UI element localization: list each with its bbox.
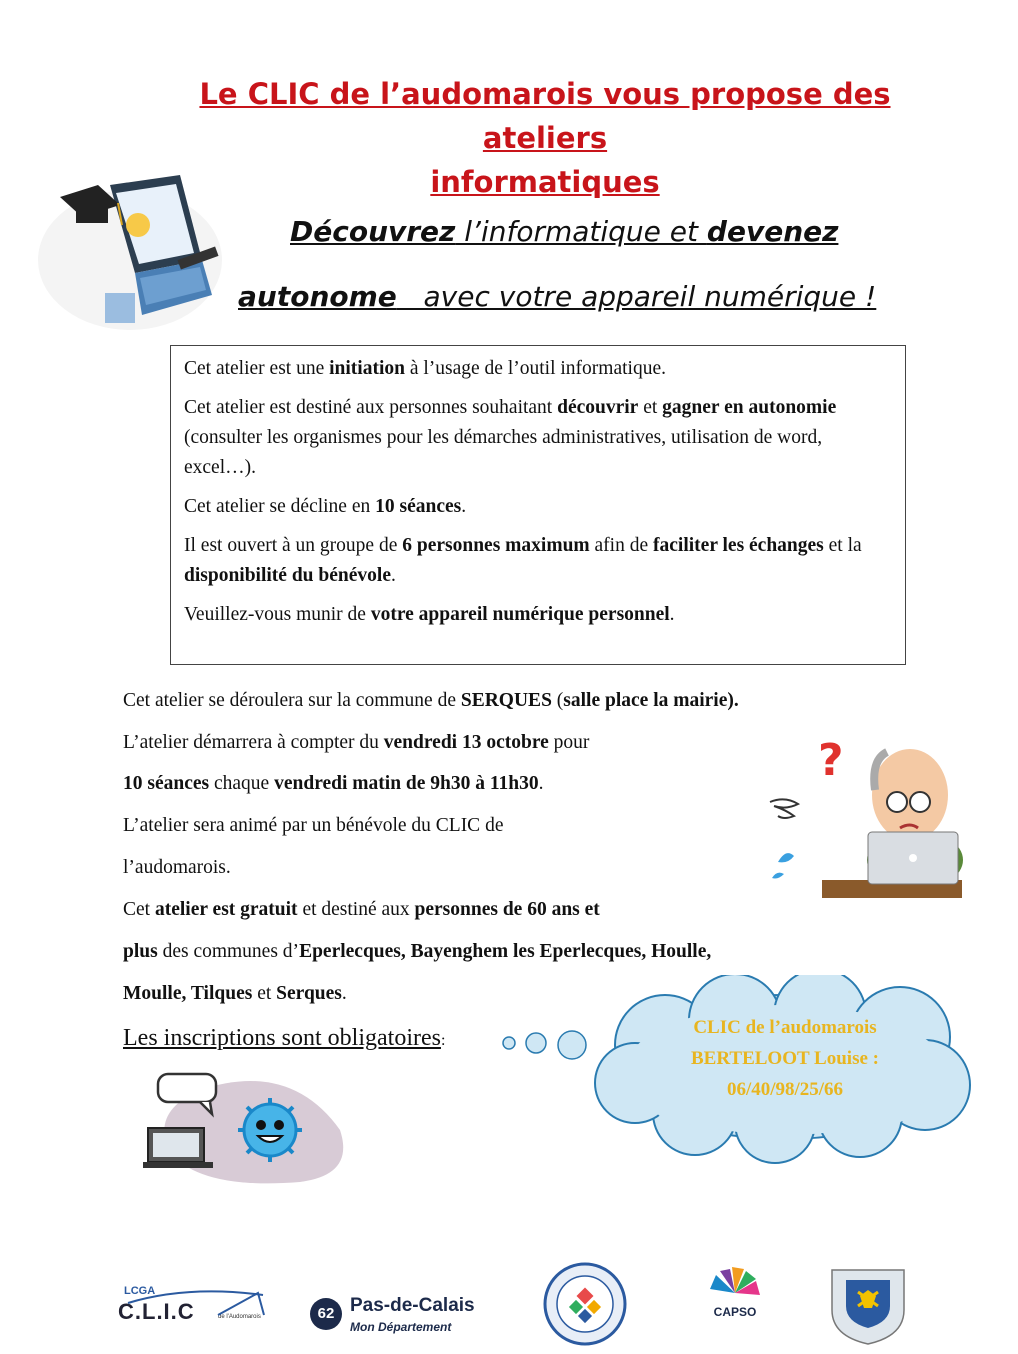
- pas-de-calais-name: Pas-de-Calais: [350, 1295, 475, 1316]
- detail-line: l’audomarois.: [123, 857, 231, 878]
- contact-person: BERTELOOT Louise :: [691, 1048, 879, 1069]
- info-paragraph: Il est ouvert à un groupe de 6 personnes maximum afin de faciliter les échanges et la disponibilité du bénévole.: [184, 535, 862, 586]
- thought-bubbles: [500, 1028, 595, 1064]
- title-line-2: informatiques: [430, 165, 660, 199]
- contact-info: [640, 1012, 930, 1105]
- pas-de-calais-number: 62: [310, 1298, 342, 1330]
- info-paragraph: Cet atelier est une initiation à l’usage de l’outil informatique.: [184, 358, 666, 379]
- capso-name: CAPSO: [713, 1305, 757, 1319]
- detail-line: L’atelier sera animé par un bénévole du CLIC de: [123, 815, 504, 836]
- contact-phone: 06/40/98/25/66: [726, 1079, 844, 1100]
- subtitle-line-2: autonome avec votre appareil numérique !: [238, 280, 877, 313]
- info-paragraph: Cet atelier se décline en 10 séances.: [184, 496, 467, 517]
- detail-line: Cet atelier est gratuit et destiné aux personnes de 60 ans et: [123, 899, 600, 920]
- conference-financeurs-seal: [543, 1262, 628, 1347]
- inscriptions-label: Les inscriptions sont obligatoires:: [123, 1025, 446, 1051]
- clic-logo: [118, 1285, 268, 1345]
- pas-de-calais-sub: Mon Département: [350, 1320, 452, 1334]
- clic-logo-name: C.L.I.C: [118, 1299, 195, 1324]
- clic-logo-top: LCGA: [124, 1285, 156, 1297]
- info-paragraph: Cet atelier est destiné aux personnes souhaitant découvrir et gagner en autonomie (consulter les organismes pour les démarches administratives, utilisation de word, excel…).: [184, 397, 837, 478]
- town-coat-of-arms: [828, 1266, 908, 1346]
- page-title: [150, 72, 940, 204]
- detail-line: 10 séances chaque vendredi matin de 9h30 à 11h30.: [123, 773, 544, 794]
- title-line-1: Le CLIC de l’audomarois vous propose des ateliers: [199, 77, 891, 155]
- virus-laptop-illustration: [140, 1070, 355, 1185]
- confused-man-illustration: [760, 720, 965, 900]
- detail-line: Moulle, Tilques et Serques.: [123, 983, 347, 1004]
- detail-line: Cet atelier se déroulera sur la commune de SERQUES (salle place la mairie).: [123, 690, 739, 711]
- pas-de-calais-logo: [310, 1295, 495, 1343]
- detail-line: plus des communes d’Eperlecques, Bayenghem les Eperlecques, Houlle,: [123, 941, 712, 962]
- laptop-graduation-illustration: [30, 165, 230, 335]
- capso-logo: [700, 1265, 770, 1345]
- subtitle-line-1: Découvrez l’informatique et devenez: [290, 215, 839, 248]
- detail-line: L’atelier démarrera à compter du vendredi 13 octobre pour: [123, 732, 590, 753]
- clic-logo-sub: de l'Audomarois: [218, 1314, 261, 1320]
- info-box: [170, 345, 906, 665]
- info-paragraph: Veuillez-vous munir de votre appareil numérique personnel.: [184, 604, 675, 625]
- svg-text:?: ?: [818, 735, 844, 786]
- contact-name: CLIC de l’audomarois: [693, 1017, 877, 1038]
